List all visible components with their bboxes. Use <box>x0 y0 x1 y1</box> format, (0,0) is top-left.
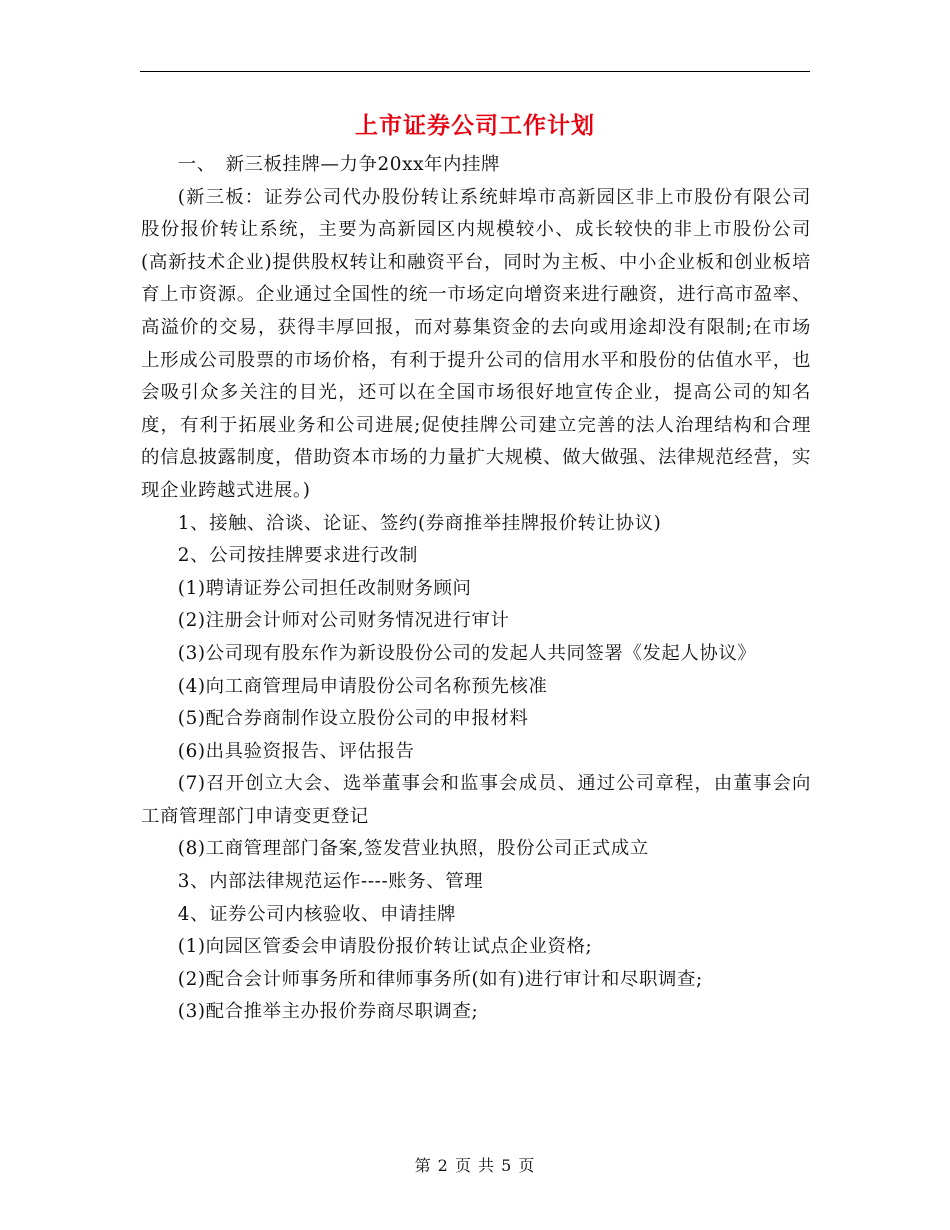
list-item-substep-4-1: (1)向园区管委会申请股份报价转让试点企业资格; <box>177 936 593 958</box>
list-item-substep-2-7: (7)召开创立大会、选举董事会和监事会成员、通过公司章程，由董事会向工商管理部门申请变更登记 <box>141 773 811 827</box>
list-item-substep-2-8: (8)工商管理部门备案,签发营业执照，股份公司正式成立 <box>177 838 649 860</box>
list-item-substep-2-6: (6)出具验资报告、评估报告 <box>177 740 415 762</box>
list-item-step-3: 3、内部法律规范运作----账务、管理 <box>177 871 484 893</box>
page-footer <box>0 1153 950 1176</box>
list-item-substep-2-4: (4)向工商管理局申请股份公司名称预先核准 <box>177 675 548 697</box>
list-item-substep-2-3: (3)公司现有股东作为新设股份公司的发起人共同签署《发起人协议》 <box>177 642 757 664</box>
list-item-substep-2-1: (1)聘请证券公司担任改制财务顾问 <box>177 577 472 599</box>
header-rule <box>140 71 810 72</box>
list-item-substep-2-2: (2)注册会计师对公司财务情况进行审计 <box>177 610 510 632</box>
list-item-substep-4-3: (3)配合推举主办报价券商尽职调查; <box>177 1001 479 1023</box>
list-item-step-2: 2、公司按挂牌要求进行改制 <box>177 545 418 567</box>
document-title: 上市证券公司工作计划 <box>355 112 595 139</box>
list-item-step-1: 1、接触、洽谈、论证、签约(券商推举挂牌报价转让协议) <box>177 512 662 534</box>
page-number-label: 第 2 页 共 5 页 <box>414 1156 536 1175</box>
list-item-substep-2-5: (5)配合券商制作设立股份公司的申报材料 <box>177 708 529 730</box>
heading-section-1: 一、 新三板挂牌—力争20xx年内挂牌 <box>177 154 501 175</box>
list-item-step-4: 4、证券公司内核验收、申请挂牌 <box>177 903 456 925</box>
paragraph-neeq-description: (新三板：证券公司代办股份转让系统蚌埠市高新园区非上市股份有限公司股份报价转让系统，主要为高新园区内规模较小、成长较快的非上市股份公司(高新技术企业)提供股权转让和融资平台，同时为主板、中小企业板和创业板培育上市资源。企业通过全国性的统一市场定向增资来进行融资，进行高市盈率、高溢价的交易，获得丰厚回报，而对募集资金的去向或用途却没有限制;在市场上形成公司股票的市场价格，有利于提升公司的信用水平和股份的估值水平，也会吸引众多关注的目光，还可以在全国市场很好地宣传企业，提高公司的知名度，有利于拓展业务和公司进展;促使挂牌公司建立完善的法人治理结构和合理的信息披露制度，借助资本市场的力量扩大规模、做大做强、法律规范经营，实现企业跨越式进展。) <box>141 186 811 501</box>
document-body <box>141 149 811 1029</box>
list-item-substep-4-2: (2)配合会计师事务所和律师事务所(如有)进行审计和尽职调查; <box>177 968 703 990</box>
